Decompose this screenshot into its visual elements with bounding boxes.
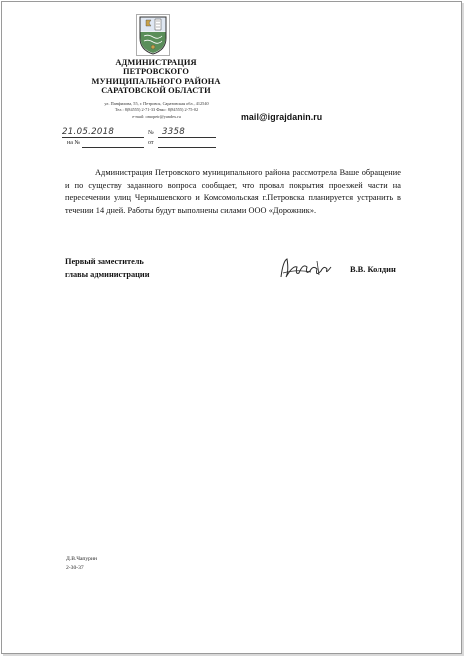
number-underline: [158, 137, 216, 138]
org-line-2: ПЕТРОВСКОГО: [122, 67, 189, 77]
coat-of-arms-icon: [136, 14, 170, 56]
number-label: №: [148, 130, 154, 136]
org-line-3: МУНИЦИПАЛЬНОГО РАЙОНА: [91, 76, 221, 86]
address-line-1: ул. Панфилова, 55, г. Петровск, Саратовская обл., 412540: [104, 101, 209, 106]
outgoing-date: 21.05.2018: [62, 127, 115, 137]
reference-number-underline: [82, 147, 144, 148]
page-shadow-bottom: [3, 654, 464, 656]
handwritten-signature: [277, 253, 337, 283]
address-line-2: Тел.: 8(84555) 2-71-33 Факс: 8(84555) 2-75-02: [114, 107, 199, 113]
org-line-1: АДМИНИСТРАЦИЯ: [115, 58, 197, 67]
signer-title-line-1: Первый заместитель: [65, 257, 144, 266]
reference-from-underline: [158, 147, 216, 148]
signer-title-line-2: главы администрации: [65, 269, 150, 279]
date-underline: [62, 137, 144, 138]
organization-name: [60, 58, 252, 96]
org-line-4: САРАТОВСКОЙ ОБЛАСТИ: [101, 86, 211, 96]
signer-title: [65, 256, 149, 281]
organization-address: [64, 101, 249, 120]
signer-name: В.В. Колдин: [350, 265, 396, 274]
outgoing-number: 3358: [162, 127, 186, 137]
page-shadow-right: [462, 3, 464, 656]
letter-body: Администрация Петровского муниципального района рассмотрела Ваше обращение и по существу заданного вопроса сообщает, что провал покрытия проезжей части на пересечении улиц Чернышевского и Комсомольская г.Петровска планируется устранить в течении 14 дней. Работы будут выполнены силами ООО «Дорожник».: [65, 168, 401, 216]
executor-name: Д.В.Чапурин: [66, 556, 97, 562]
recipient-email: mail@igrajdanin.ru: [241, 112, 323, 122]
reference-from-label: от: [148, 140, 154, 146]
executor-info: [66, 555, 97, 573]
reference-number-label: на №: [67, 140, 81, 146]
executor-phone: 2-30-37: [66, 564, 84, 571]
address-line-3: e-mail: omopetr@yandex.ru: [132, 113, 181, 119]
